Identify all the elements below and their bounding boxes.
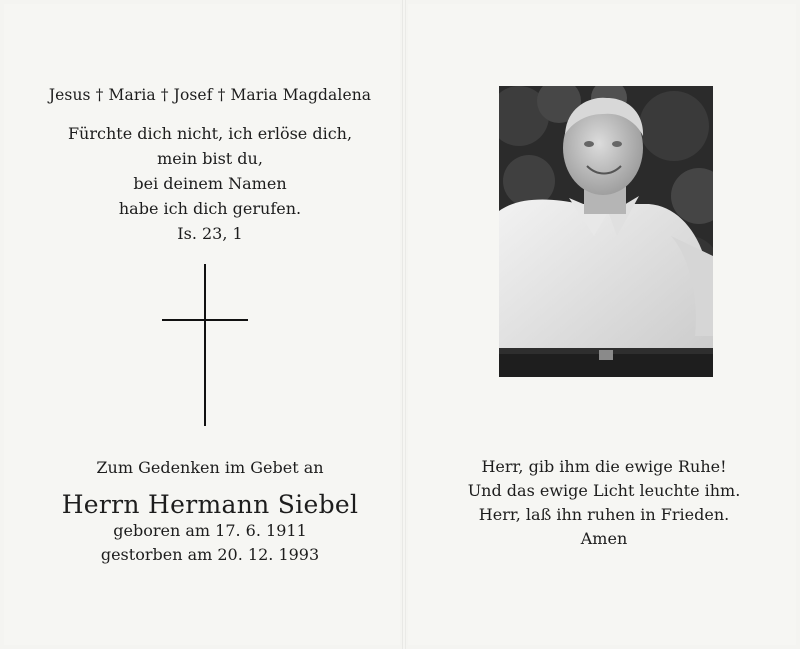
life-dates <box>20 519 400 567</box>
prayer-line-2: Und das ewige Licht leuchte ihm. <box>467 481 741 500</box>
verse-line-2: mein bist du, <box>157 149 263 168</box>
verse-reference: Is. 23, 1 <box>177 224 243 243</box>
prayer-line-1: Herr, gib ihm die ewige Ruhe! <box>481 457 727 476</box>
prayer-line-3: Herr, laß ihn ruhen in Frieden. <box>478 505 730 524</box>
verse-line-3: bei deinem Namen <box>133 174 287 193</box>
memorial-line: Zum Gedenken im Gebet an <box>96 458 324 477</box>
bible-verse <box>20 121 400 246</box>
card-fold <box>402 0 406 649</box>
birth-date: geboren am 17. 6. 1911 <box>113 521 307 540</box>
verse-line-1: Fürchte dich nicht, ich erlöse dich, <box>67 124 353 143</box>
latin-cross-icon <box>160 264 250 426</box>
saints-line: Jesus † Maria † Josef † Maria Magdalena <box>48 86 372 104</box>
verse-line-4: habe ich dich gerufen. <box>118 199 302 218</box>
deceased-name: Herrn Hermann Siebel <box>61 490 359 519</box>
death-date: gestorben am 20. 12. 1993 <box>100 545 320 564</box>
prayer-amen: Amen <box>580 529 628 548</box>
portrait-photo <box>499 86 713 377</box>
prayer-text <box>454 455 754 551</box>
